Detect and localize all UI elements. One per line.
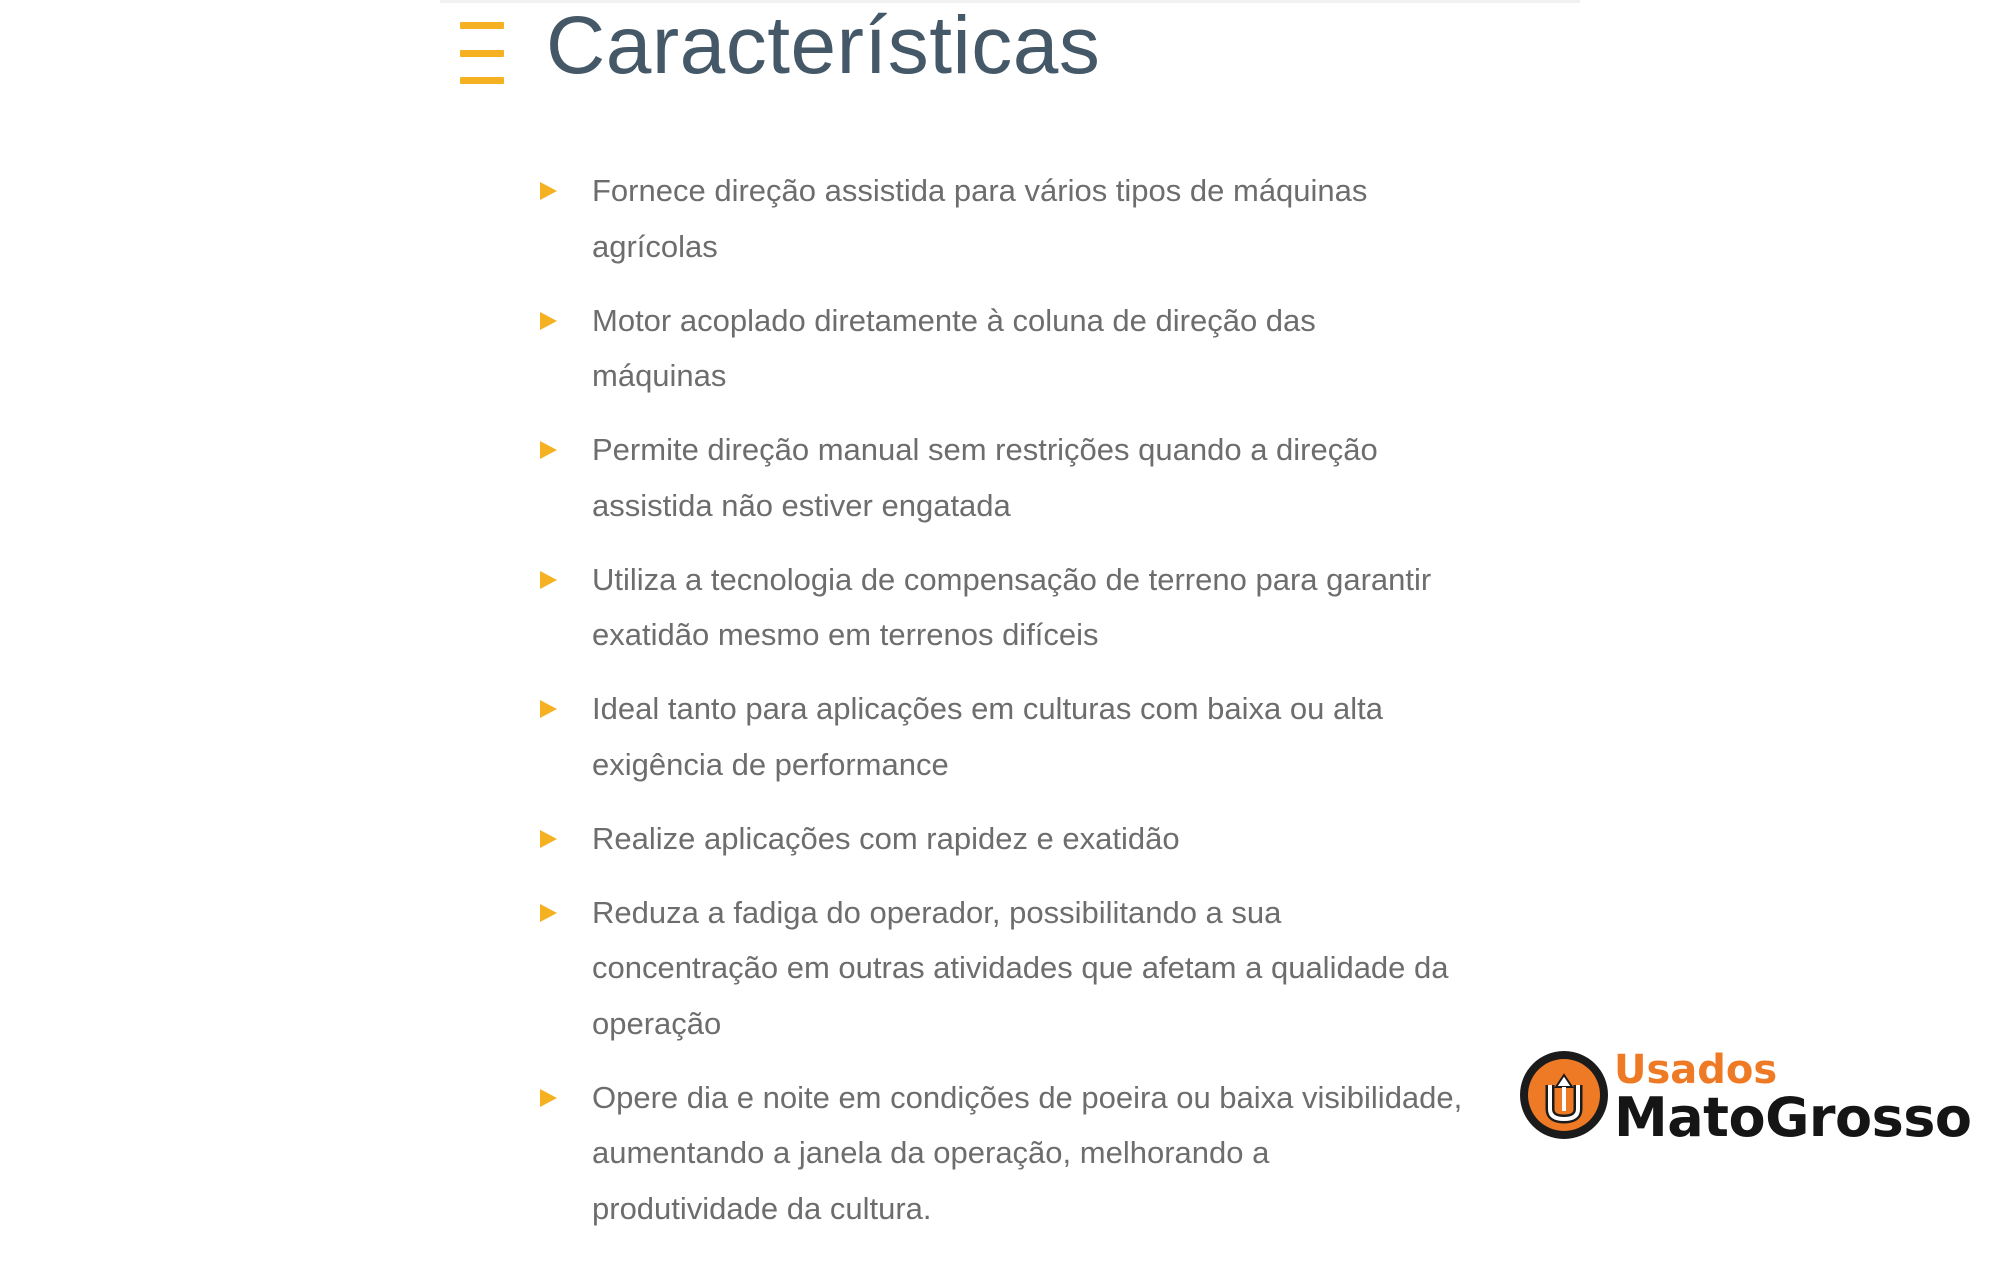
triangle-right-icon [540, 182, 557, 200]
feature-item [540, 811, 1480, 867]
feature-text-line: exigência de performance [592, 746, 949, 782]
feature-text-line: aumentando a janela da operação, melhorando a [592, 1135, 1270, 1170]
feature-text-line: máquinas [592, 358, 727, 393]
feature-item [540, 681, 1480, 792]
feature-item [540, 293, 1480, 404]
triangle-right-icon [540, 904, 557, 922]
feature-text-line: assistida não estiver engatada [592, 487, 1011, 523]
menu-bar [460, 22, 504, 29]
u-turn-logo-icon [1520, 1051, 1608, 1139]
logo-text-usados: Usados [1614, 1047, 1778, 1093]
feature-text-line: Ideal tanto para aplicações em culturas com baixa ou alta [592, 691, 1383, 726]
feature-item [540, 552, 1480, 663]
feature-text-line: Motor acoplado diretamente à coluna de direção das [592, 302, 1316, 338]
feature-text-line: Reduza a fadiga do operador, possibilitando a sua [592, 894, 1282, 930]
feature-text-line: operação [592, 1005, 722, 1041]
feature-list [540, 163, 1480, 1255]
feature-item [540, 422, 1480, 533]
feature-item [540, 163, 1480, 274]
feature-text-line: concentração em outras atividades que afetam a qualidade da [592, 950, 1449, 985]
triangle-right-icon [540, 1089, 557, 1107]
section-header [460, 0, 1100, 90]
feature-text-line: Realize aplicações com rapidez e exatidão [592, 820, 1180, 856]
menu-bar [460, 77, 504, 84]
section-title: Características [546, 0, 1101, 91]
menu-bar [460, 50, 504, 57]
u-turn-arrow-icon [1520, 1051, 1608, 1139]
feature-text-line: Permite direção manual sem restrições quando a direção [592, 432, 1378, 467]
feature-text-line: Opere dia e noite em condições de poeira ou baixa visibilidade, [592, 1079, 1463, 1115]
feature-text-line: agrícolas [592, 228, 718, 264]
usados-matogrosso-logo [1520, 1047, 1972, 1149]
logo-text-matogrosso: MatoGrosso [1614, 1086, 1972, 1149]
feature-item [540, 885, 1480, 1052]
feature-text-line: Utiliza a tecnologia de compensação de terreno para garantir [592, 561, 1432, 597]
feature-text-line: Fornece direção assistida para vários tipos de máquinas [592, 173, 1368, 208]
triangle-right-icon [540, 312, 557, 330]
hamburger-menu-icon[interactable] [460, 22, 508, 84]
triangle-right-icon [540, 571, 557, 589]
triangle-right-icon [540, 700, 557, 718]
triangle-right-icon [540, 441, 557, 459]
triangle-right-icon [540, 830, 557, 848]
feature-text-line: exatidão mesmo em terrenos difíceis [592, 617, 1099, 652]
feature-text-line: produtividade da cultura. [592, 1190, 932, 1226]
feature-item [540, 1070, 1480, 1237]
